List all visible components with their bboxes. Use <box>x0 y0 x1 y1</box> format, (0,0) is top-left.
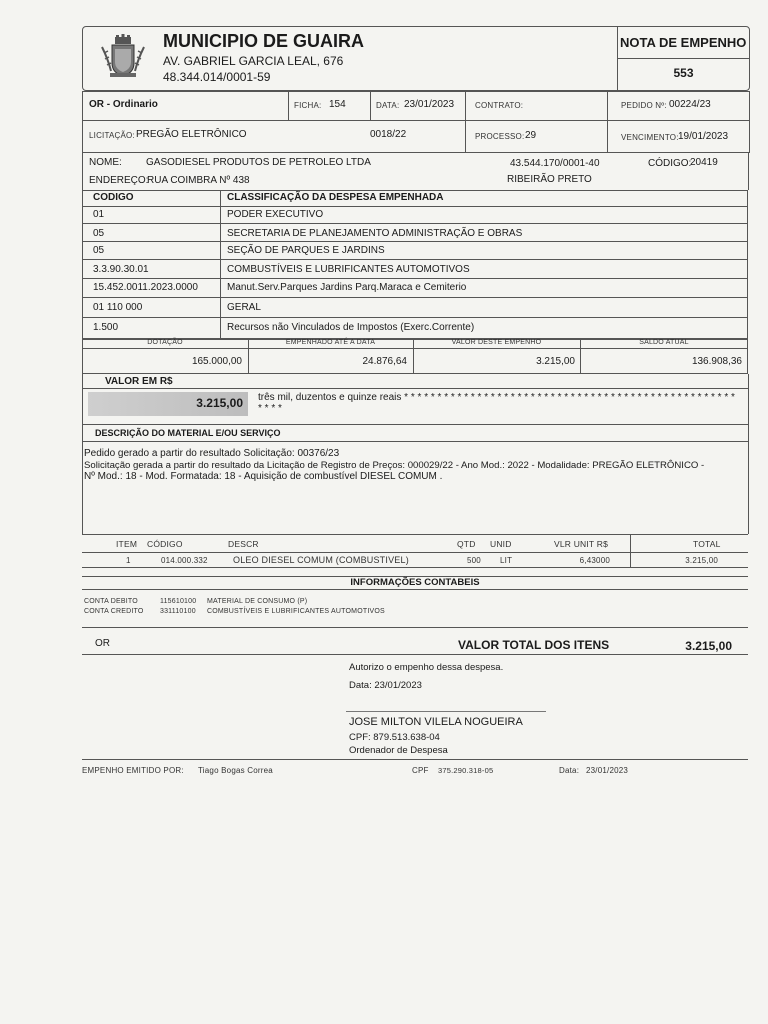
valor-extenso: três mil, duzentos e quinze reais * * * * * * * * * * * * * * * * * * * * * * * * * * * * * * * * * * * * * * * * * * * * * * * * * * <box>258 392 735 403</box>
endereco-label: ENDEREÇO: <box>89 175 149 186</box>
dotacao-value: 165.000,00 <box>191 356 242 367</box>
processo-label: PROCESSO: <box>475 132 525 141</box>
supplier-address: RUA COIMBRA Nº 438 <box>147 175 250 186</box>
classification-code: 05 <box>93 245 105 256</box>
coat-of-arms-icon <box>98 33 148 79</box>
items-header-item: ITEM <box>116 539 138 549</box>
saldo-label: SALDO ATUAL <box>639 339 689 346</box>
valor-amount: 3.215,00 <box>196 396 243 410</box>
supplier-name: GASODIESEL PRODUTOS DE PETROLEO LTDA <box>146 157 371 168</box>
data-label: DATA: <box>376 101 400 110</box>
supplier-code: 20419 <box>690 157 718 168</box>
descricao-line-3: Nº Mod.: 18 - Mod. Formatada: 18 - Aquisição de combustível DIESEL COMUM . <box>84 471 443 482</box>
items-header-unid: UNID <box>490 539 512 549</box>
ficha-label: FICHA: <box>294 101 322 110</box>
ordenador-role: Ordenador de Despesa <box>349 745 448 756</box>
total-value: 3.215,00 <box>685 639 732 653</box>
municipality-address: AV. GABRIEL GARCIA LEAL, 676 <box>163 54 344 68</box>
municipality-cnpj: 48.344.014/0001-59 <box>163 70 271 84</box>
empenhado-value: 24.876,64 <box>362 356 407 367</box>
footer-cpf: 375.290.318-05 <box>438 766 494 775</box>
pedido-value: 00224/23 <box>669 99 711 110</box>
empenho-type: OR - Ordinario <box>89 99 158 110</box>
vencimento-value: 19/01/2023 <box>678 131 729 142</box>
item-total: 3.215,00 <box>685 556 718 565</box>
classification-code: 15.452.0011.2023.0000 <box>93 282 198 293</box>
col-header-classification: CLASSIFICAÇÃO DA DESPESA EMPENHADA <box>227 192 444 203</box>
item-descr: OLEO DIESEL COMUM (COMBUSTIVEL) <box>233 555 409 565</box>
processo-value: 29 <box>525 130 537 141</box>
contabeis-title: INFORMAÇÕES CONTABEIS <box>350 577 480 588</box>
classification-code: 05 <box>93 228 105 239</box>
supplier-cnpj: 43.544.170/0001-40 <box>510 158 600 169</box>
descricao-line-2: Solicitação gerada a partir do resultado da Licitação de Registro de Preços: 000029/22 - Ano Mod.: 2022 - Modalidade: PREGÃO ELETRÔNICO - <box>84 460 705 471</box>
item-vlr-unit: 6,43000 <box>579 556 610 565</box>
total-label: VALOR TOTAL DOS ITENS <box>458 638 610 652</box>
ordenador-cpf: CPF: 879.513.638-04 <box>349 732 440 743</box>
emitido-label: EMPENHO EMITIDO POR: <box>82 766 184 775</box>
conta-debito-code: 115610100 <box>160 598 197 605</box>
licitacao-number: 0018/22 <box>370 129 407 140</box>
classification-code: 3.3.90.30.01 <box>93 264 149 275</box>
ordenador-name: JOSE MILTON VILELA NOGUEIRA <box>349 716 523 728</box>
items-header-vlr: VLR UNIT R$ <box>554 539 609 549</box>
items-header-total: TOTAL <box>693 539 721 549</box>
classification-desc: GERAL <box>227 302 261 313</box>
valor-extenso-cont: * * * * <box>258 403 282 414</box>
data-value: 23/01/2023 <box>404 99 455 110</box>
supplier-city: RIBEIRÃO PRETO <box>507 174 592 185</box>
item-number: 1 <box>126 556 131 565</box>
doc-number: 553 <box>673 66 694 80</box>
licitacao-value: PREGÃO ELETRÔNICO <box>136 129 247 140</box>
conta-credito-desc: COMBUSTÍVEIS E LUBRIFICANTES AUTOMOTIVOS <box>207 608 385 615</box>
classification-code: 1.500 <box>93 322 119 333</box>
classification-code: 01 110 000 <box>93 302 143 313</box>
classification-desc: PODER EXECUTIVO <box>227 209 324 220</box>
valor-label: VALOR EM R$ <box>105 376 173 387</box>
classification-desc: SECRETARIA DE PLANEJAMENTO ADMINISTRAÇÃO E OBRAS <box>227 228 523 239</box>
conta-credito-label: CONTA CREDITO <box>84 608 144 615</box>
classification-desc: Manut.Serv.Parques Jardins Parq.Maraca e Cemiterio <box>227 282 467 293</box>
municipality-name: MUNICIPIO DE GUAIRA <box>163 31 365 51</box>
autorizacao-text: Autorizo o empenho dessa despesa. <box>349 662 504 673</box>
total-type: OR <box>95 638 110 649</box>
items-header-descr: DESCR <box>228 539 259 549</box>
vencimento-label: VENCIMENTO: <box>621 133 679 142</box>
item-code: 014.000.332 <box>161 556 208 565</box>
classification-desc: SEÇÃO DE PARQUES E JARDINS <box>227 245 385 256</box>
col-header-code: CODIGO <box>93 192 134 203</box>
codigo-label: CÓDIGO: <box>648 158 692 169</box>
conta-debito-label: CONTA DEBITO <box>84 598 138 605</box>
item-unid: LIT <box>500 556 513 565</box>
licitacao-label: LICITAÇÃO: <box>89 131 135 140</box>
empenhado-label: EMPENHADO ATÉ A DATA <box>285 339 376 346</box>
autorizacao-data: Data: 23/01/2023 <box>349 680 422 691</box>
descricao-line-1: Pedido gerado a partir do resultado Solicitação: 00376/23 <box>84 448 340 459</box>
doc-title: NOTA DE EMPENHO <box>620 35 747 50</box>
descricao-label: DESCRIÇÃO DO MATERIAL E/OU SERVIÇO <box>95 428 281 438</box>
item-qtd: 500 <box>467 556 481 565</box>
classification-code: 01 <box>93 209 105 220</box>
saldo-value: 136.908,36 <box>691 356 742 367</box>
conta-debito-desc: MATERIAL DE CONSUMO (P) <box>207 598 308 605</box>
contrato-label: CONTRATO: <box>475 101 524 110</box>
classification-desc: Recursos não Vinculados de Impostos (Exerc.Corrente) <box>227 322 475 333</box>
valor-empenho-label: VALOR DESTE EMPENHO <box>451 339 542 346</box>
footer-data-label: Data: <box>559 766 580 775</box>
conta-credito-code: 331110100 <box>160 608 196 615</box>
emitido-por: Tiago Bogas Correa <box>198 766 273 775</box>
items-header-codigo: CÓDIGO <box>147 539 183 549</box>
items-header-qtd: QTD <box>457 539 476 549</box>
footer-data: 23/01/2023 <box>586 766 629 775</box>
footer-cpf-label: CPF <box>412 766 429 775</box>
valor-empenho-value: 3.215,00 <box>536 356 575 367</box>
ficha-value: 154 <box>329 99 346 110</box>
nome-label: NOME: <box>89 157 122 168</box>
dotacao-label: DOTAÇÃO <box>147 339 183 346</box>
classification-desc: COMBUSTÍVEIS E LUBRIFICANTES AUTOMOTIVOS <box>227 264 470 275</box>
pedido-label: PEDIDO Nº: <box>621 101 667 110</box>
